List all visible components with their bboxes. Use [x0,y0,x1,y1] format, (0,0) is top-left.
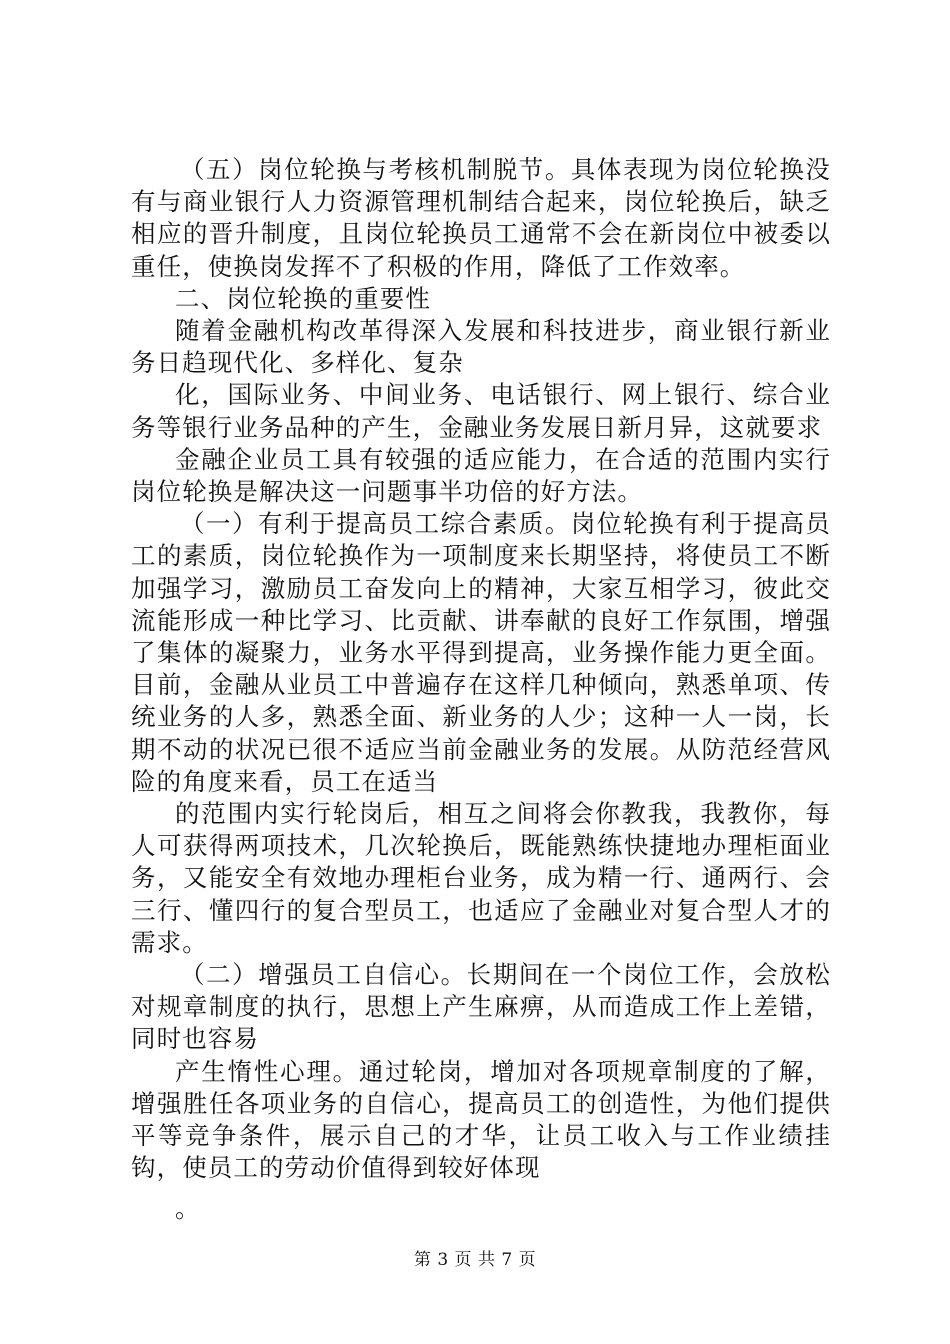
paragraph-section-five: （五）岗位轮换与考核机制脱节。具体表现为岗位轮换没有与商业银行人力资源管理机制结合起来，岗位轮换后，缺乏相应的晋升制度，且岗位轮换员工通常不会在新岗位中被委以重任，使换岗发挥不了积极的作用，降低了工作效率。 [131,155,831,281]
paragraph-confidence: 产生惰性心理。通过轮岗，增加对各项规章制度的了解，增强胜任各项业务的自信心，提高员工的创造性，为他们提供平等竞争条件，展示自己的才华，让员工收入与工作业绩挂钩，使员工的劳动价值得到较好体现 [131,1056,831,1183]
page-number-footer: 第 3 页 共 7 页 [413,1250,537,1270]
paragraph-rotation-benefits: 的范围内实行轮岗后，相互之间将会你教我，我教你，每人可获得两项技术，几次轮换后，既能熟练快捷地办理柜面业务，又能安全有效地办理柜台业务，成为精一行、通两行、会三行、懂四行的复合型员工，也适应了金融业对复合型人才的需求。 [131,799,831,957]
paragraph-development: 随着金融机构改革得深入发展和科技进步，商业银行新业务日趋现代化、多样化、复杂 [131,316,831,378]
paragraph-business-types: 化，国际业务、中间业务、电话银行、网上银行、综合业务等银行业务品种的产生，金融业务发展日新月异，这就要求 [131,380,831,442]
paragraph-trailing-period: 。 [175,1193,201,1223]
heading-importance: 二、岗位轮换的重要性 [175,283,431,313]
document-body [131,154,831,1225]
paragraph-section-two: （二）增强员工自信心。长期间在一个岗位工作，会放松对规章制度的执行，思想上产生麻痹，从而造成工作上差错，同时也容易 [131,960,831,1054]
paragraph-section-one: （一）有利于提高员工综合素质。岗位轮换有利于提高员工的素质，岗位轮换作为一项制度来长期坚持，将使员工不断加强学习，激励员工奋发向上的精神，大家互相学习，彼此交流能形成一种比学习、比贡献、讲奉献的良好工作氛围，增强了集体的凝聚力，业务水平得到提高，业务操作能力更全面。目前，金融从业员工中普遍存在这样几种倾向，熟悉单项、传统业务的人多，熟悉全面、新业务的人少；这种一人一岗，长期不动的状况已很不适应当前金融业务的发展。从防范经营风险的角度来看，员工在适当 [131,509,831,796]
paragraph-adaptability: 金融企业员工具有较强的适应能力，在合适的范围内实行岗位轮换是解决这一问题事半功倍的好方法。 [131,444,831,507]
